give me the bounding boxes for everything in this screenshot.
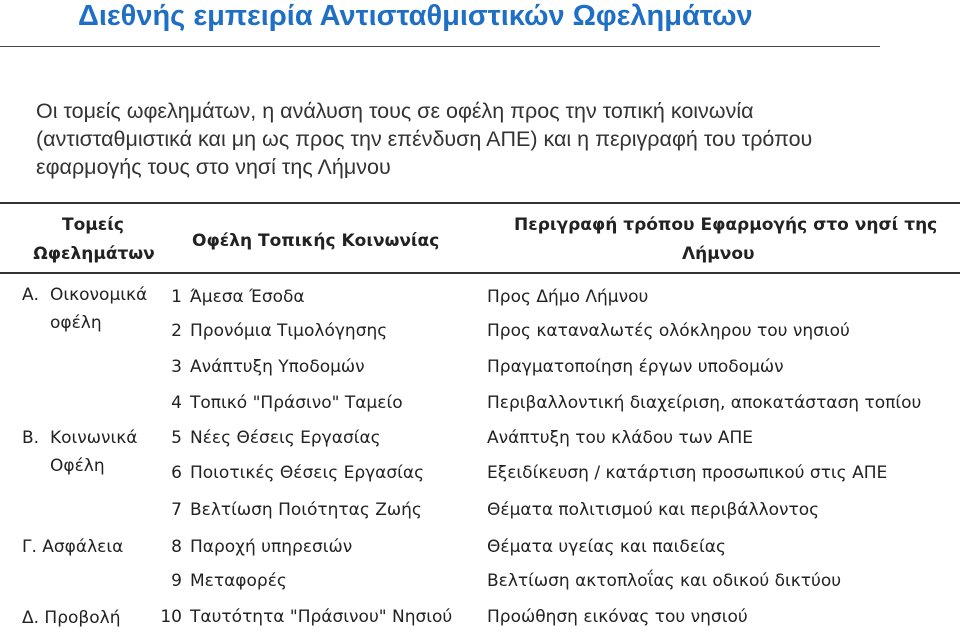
row-number: 5 — [171, 428, 182, 448]
header-bottom-rule — [0, 272, 960, 274]
sector-c-label: Γ. Ασφάλεια — [22, 537, 124, 557]
sector-a-label: Οικονομικά — [50, 285, 148, 305]
row-benefit: Παροχή υπηρεσιών — [190, 537, 353, 557]
sector-d-label: Δ. Προβολή — [22, 608, 121, 628]
row-number: 1 — [171, 287, 182, 307]
sector-b-label: Κοινωνικά — [50, 428, 138, 448]
row-benefit: Μεταφορές — [190, 571, 287, 591]
intro-paragraph — [36, 97, 936, 181]
row-number: 9 — [171, 571, 182, 591]
row-benefit: Άμεσα Έσοδα — [190, 287, 305, 307]
header-description-line2: Λήμνου — [682, 244, 755, 264]
sector-a-letter: Α. — [22, 285, 40, 305]
row-benefit: Προνόμια Τιμολόγησης — [190, 321, 388, 341]
intro-line: (αντισταθμιστικά και μη ως προς την επένδυση ΑΠΕ) και η περιγραφή του τρόπου — [36, 127, 813, 151]
row-benefit: Ταυτότητα "Πράσινου" Νησιού — [190, 607, 453, 627]
row-benefit: Ανάπτυξη Υποδομών — [190, 357, 365, 377]
row-description: Θέματα υγείας και παιδείας — [487, 537, 726, 557]
intro-line: Οι τομείς ωφελημάτων, η ανάλυση τους σε οφέλη προς την τοπική κοινωνία — [36, 99, 754, 123]
row-benefit: Νέες Θέσεις Εργασίας — [190, 428, 381, 448]
row-number: 4 — [171, 393, 182, 413]
row-description: Πραγματοποίηση έργων υποδομών — [487, 357, 784, 377]
title-divider — [0, 46, 880, 47]
row-description: Προς Δήμο Λήμνου — [487, 287, 649, 307]
row-description: Εξειδίκευση / κατάρτιση προσωπικού στις ΑΠΕ — [487, 463, 888, 483]
header-benefits: Οφέλη Τοπικής Κοινωνίας — [192, 231, 440, 251]
row-description: Προς καταναλωτές ολόκληρου του νησιού — [487, 321, 850, 341]
row-description: Θέματα πολιτισμού και περιβάλλοντος — [487, 500, 820, 520]
header-sector-line1: Τομείς — [62, 215, 124, 235]
sector-b-letter: Β. — [22, 428, 40, 448]
sector-a-label: οφέλη — [50, 313, 102, 333]
table-top-rule — [0, 202, 960, 204]
row-number: 10 — [160, 607, 182, 627]
row-number: 8 — [171, 537, 182, 557]
row-number: 7 — [171, 500, 182, 520]
row-description: Ανάπτυξη του κλάδου των ΑΠΕ — [487, 428, 754, 448]
row-number: 3 — [171, 357, 182, 377]
sector-b-label: Οφέλη — [50, 456, 105, 476]
row-benefit: Τοπικό "Πράσινο" Ταμείο — [190, 393, 403, 413]
row-benefit: Ποιοτικές Θέσεις Εργασίας — [190, 463, 425, 483]
row-description: Περιβαλλοντική διαχείριση, αποκατάσταση τοπίου — [487, 393, 922, 413]
row-number: 6 — [171, 463, 182, 483]
header-sector-line2: Ωφελημάτων — [33, 244, 155, 264]
header-description-line1: Περιγραφή τρόπου Εφαρμογής στο νησί της — [514, 215, 938, 235]
row-description: Προώθηση εικόνας του νησιού — [487, 607, 748, 627]
row-benefit: Βελτίωση Ποιότητας Ζωής — [190, 500, 422, 520]
row-number: 2 — [171, 321, 182, 341]
intro-line: εφαρμογής τους στο νησί της Λήμνου — [36, 155, 391, 179]
row-description: Βελτίωση ακτοπλοΐας και οδικού δικτύου — [487, 571, 842, 591]
page-title: Διεθνής εμπειρία Αντισταθμιστικών Ωφελημάτων — [78, 0, 753, 32]
